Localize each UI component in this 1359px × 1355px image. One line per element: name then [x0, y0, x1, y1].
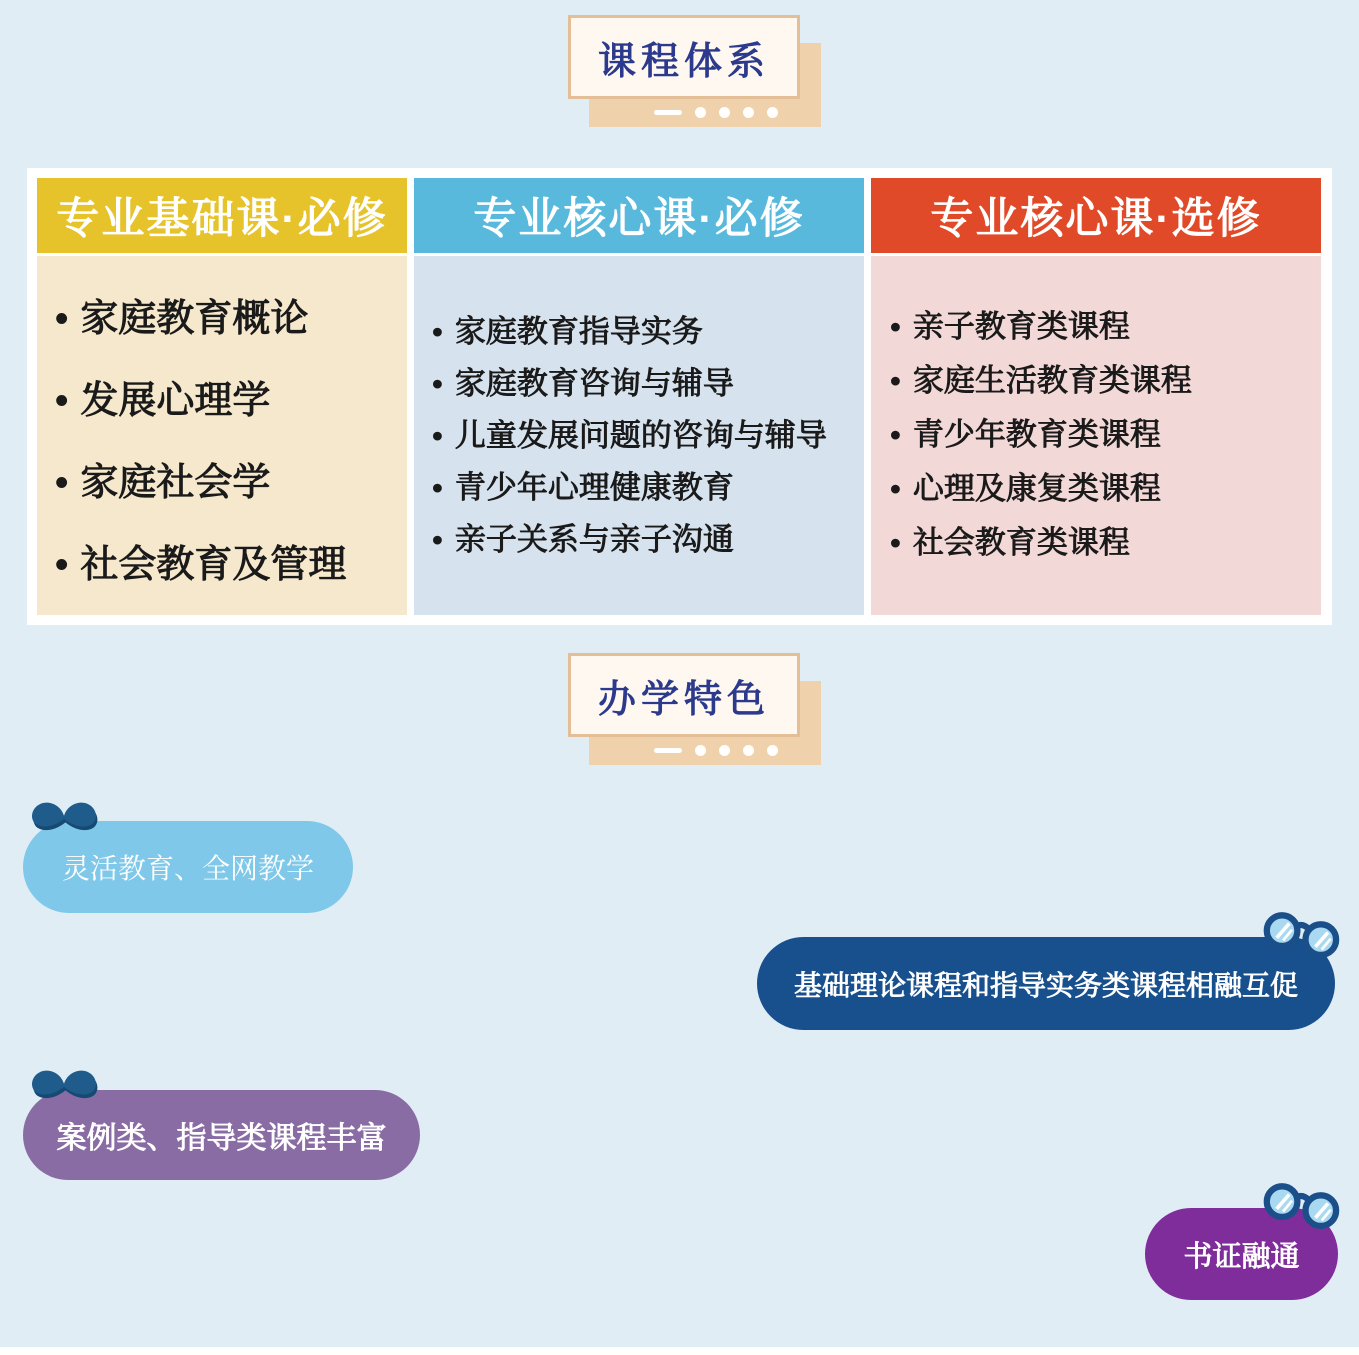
bottom-white-strip	[0, 1347, 1359, 1355]
course-column-core-required	[414, 178, 864, 615]
badge-decoration	[654, 745, 778, 756]
courses-panel	[27, 168, 1332, 625]
deco-line	[654, 748, 682, 753]
pill-label: 书证融通	[1183, 1240, 1300, 1273]
deco-dot	[767, 745, 778, 756]
badge-decoration	[654, 107, 778, 118]
course-column-core-elective	[871, 178, 1321, 615]
feature-pill-theory-practice	[757, 937, 1335, 1030]
column-header: 专业基础课·必修	[37, 178, 407, 253]
course-item: • 社会教育及管理	[55, 524, 407, 606]
glasses-icon	[1256, 1176, 1346, 1238]
pill-label: 基础理论课程和指导实务类课程相融互促	[793, 969, 1298, 1001]
course-list	[414, 256, 864, 566]
course-item: • 家庭生活教育类课程	[890, 354, 1321, 408]
column-header: 专业核心课·必修	[414, 178, 864, 253]
course-item: • 亲子教育类课程	[890, 300, 1321, 354]
course-item: • 发展心理学	[55, 360, 407, 442]
course-item: • 心理及康复类课程	[890, 462, 1321, 516]
deco-line	[654, 110, 682, 115]
deco-dot	[767, 107, 778, 118]
column-body	[871, 256, 1321, 615]
course-item: • 家庭教育咨询与辅导	[432, 358, 864, 410]
courses-section-badge	[568, 15, 821, 127]
glasses-icon	[1256, 905, 1346, 967]
column-header: 专业核心课·选修	[871, 178, 1321, 253]
course-item: • 青少年心理健康教育	[432, 462, 864, 514]
column-body	[414, 256, 864, 615]
deco-dot	[695, 745, 706, 756]
course-item: • 儿童发展问题的咨询与辅导	[432, 410, 864, 462]
course-item: • 社会教育类课程	[890, 516, 1321, 570]
pill-label: 案例类、指导类课程丰富	[56, 1122, 387, 1155]
course-item: • 亲子关系与亲子沟通	[432, 514, 864, 566]
mustache-icon	[28, 1066, 100, 1106]
course-item: • 家庭教育概论	[55, 278, 407, 360]
deco-dot	[743, 107, 754, 118]
course-list	[871, 256, 1321, 570]
pill-label: 灵活教育、全网教学	[61, 853, 314, 884]
deco-dot	[719, 107, 730, 118]
course-item: • 家庭社会学	[55, 442, 407, 524]
section-title: 办学特色	[568, 653, 800, 737]
mustache-icon	[28, 798, 100, 838]
course-list	[37, 256, 407, 606]
section-title: 课程体系	[568, 15, 800, 99]
column-body	[37, 256, 407, 615]
deco-dot	[743, 745, 754, 756]
course-column-basic-required	[37, 178, 407, 615]
course-item: • 青少年教育类课程	[890, 408, 1321, 462]
features-section-badge	[568, 653, 821, 765]
course-item: • 家庭教育指导实务	[432, 306, 864, 358]
deco-dot	[695, 107, 706, 118]
deco-dot	[719, 745, 730, 756]
